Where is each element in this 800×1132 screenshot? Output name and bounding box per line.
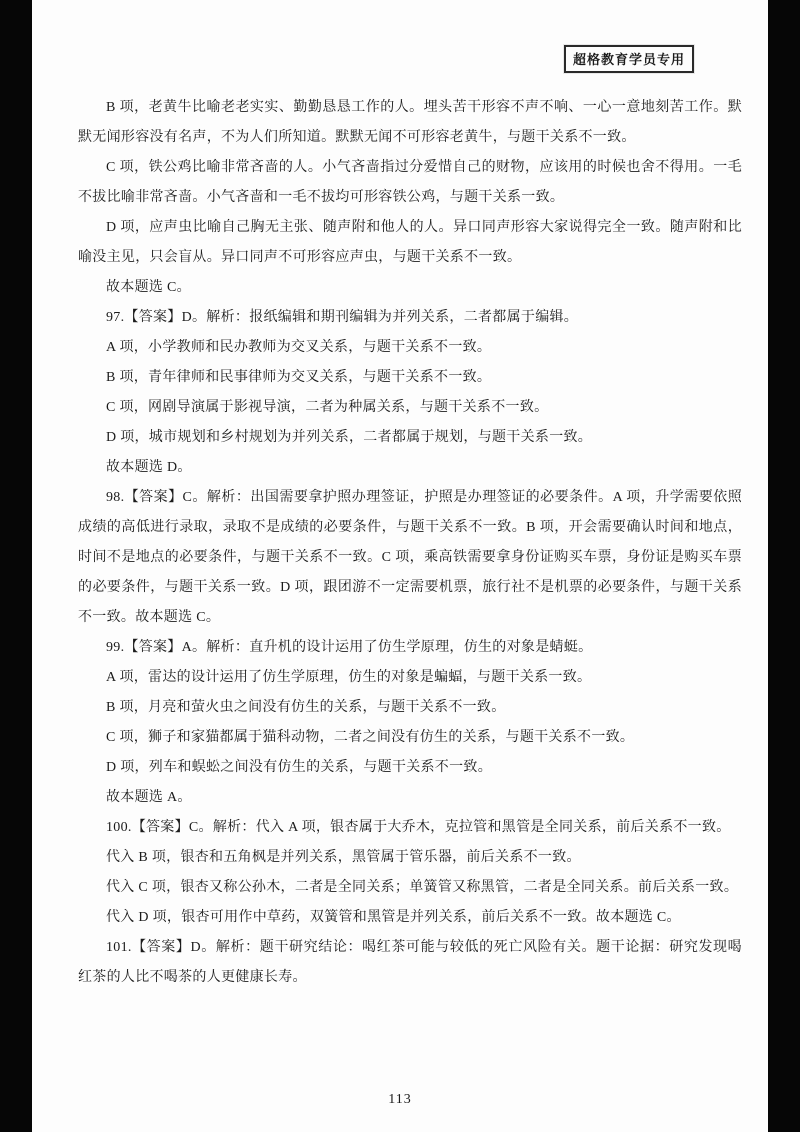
answer-paragraph: 代入 C 项，银杏又称公孙木，二者是全同关系；单簧管又称黑管，二者是全同关系。前后关系一致。: [106, 880, 739, 895]
answer-paragraph: 97.【答案】D。解析：报纸编辑和期刊编辑为并列关系，二者都属于编辑。: [106, 310, 579, 325]
scan-right-edge: [768, 0, 800, 1132]
answer-paragraph: 代入 B 项，银杏和五角枫是并列关系，黑管属于管乐器，前后关系不一致。: [106, 850, 581, 865]
answer-paragraph: D 项，应声虫比喻自己胸无主张、随声附和他人的人。异口同声形容大家说得完全一致。随声附和比喻没主见，只会盲从。异口同声不可形容应声虫，与题干关系不一致。: [78, 220, 742, 265]
answer-paragraph: D 项，城市规划和乡村规划为并列关系，二者都属于规划，与题干关系一致。: [106, 430, 593, 445]
answer-paragraph: C 项，狮子和家猫都属于猫科动物，二者之间没有仿生的关系，与题干关系不一致。: [106, 730, 635, 745]
answer-paragraph: B 项，月亮和萤火虫之间没有仿生的关系，与题干关系不一致。: [106, 700, 506, 715]
answer-paragraph: A 项，小学教师和民办教师为交叉关系，与题干关系不一致。: [106, 340, 492, 355]
answer-paragraph: 代入 D 项，银杏可用作中草药，双簧管和黑管是并列关系，前后关系不一致。故本题选 C。: [106, 910, 681, 925]
page-footer: [0, 1090, 800, 1108]
answer-paragraph: D 项，列车和蜈蚣之间没有仿生的关系，与题干关系不一致。: [106, 760, 493, 775]
answer-paragraph: 100.【答案】C。解析：代入 A 项，银杏属于大乔木，克拉管和黑管是全同关系，前后关系不一致。: [106, 820, 731, 835]
answers-document-body: [78, 93, 742, 993]
page-number: 113: [388, 1092, 412, 1107]
scan-left-edge: [0, 0, 32, 1132]
answer-conclusion: 故本题选 C。: [106, 280, 191, 295]
answer-paragraph: C 项，网剧导演属于影视导演，二者为种属关系，与题干关系不一致。: [106, 400, 549, 415]
answer-paragraph: C 项，铁公鸡比喻非常吝啬的人。小气吝啬指过分爱惜自己的财物，应该用的时候也舍不得用。一毛不拔比喻非常吝啬。小气吝啬和一毛不拔均可形容铁公鸡，与题干关系一致。: [78, 160, 742, 205]
answer-paragraph: 98.【答案】C。解析：出国需要拿护照办理签证，护照是办理签证的必要条件。A 项，升学需要依照成绩的高低进行录取，录取不是成绩的必要条件，与题干关系不一致。B 项，开会需要确认时间和地点，时间不是地点的必要条件，与题干关系不一致。C 项，乘高铁需要拿身份证购买车票，身份证是购买车票的必要条件，与题干关系一致。D 项，跟团游不一定需要机票，旅行社不是机票的必要条件，与题干关系不一致。故本题选 C。: [78, 490, 742, 625]
member-badge-label: 超格教育学员专用: [572, 52, 685, 67]
answer-conclusion: 故本题选 D。: [106, 460, 192, 475]
answer-paragraph: 101.【答案】D。解析：题干研究结论：喝红茶可能与较低的死亡风险有关。题干论据：研究发现喝红茶的人比不喝茶的人更健康长寿。: [78, 940, 742, 985]
answer-paragraph: B 项，青年律师和民事律师为交叉关系，与题干关系不一致。: [106, 370, 492, 385]
answer-paragraph: B 项，老黄牛比喻老老实实、勤勤恳恳工作的人。埋头苦干形容不声不响、一心一意地刻苦工作。默默无闻形容没有名声，不为人们所知道。默默无闻不可形容老黄牛，与题干关系不一致。: [78, 100, 742, 145]
answer-paragraph: 99.【答案】A。解析：直升机的设计运用了仿生学原理，仿生的对象是蜻蜓。: [106, 640, 593, 655]
answer-conclusion: 故本题选 A。: [106, 790, 192, 805]
member-badge: [564, 45, 694, 73]
answer-paragraph: A 项，雷达的设计运用了仿生学原理，仿生的对象是蝙蝠，与题干关系一致。: [106, 670, 592, 685]
